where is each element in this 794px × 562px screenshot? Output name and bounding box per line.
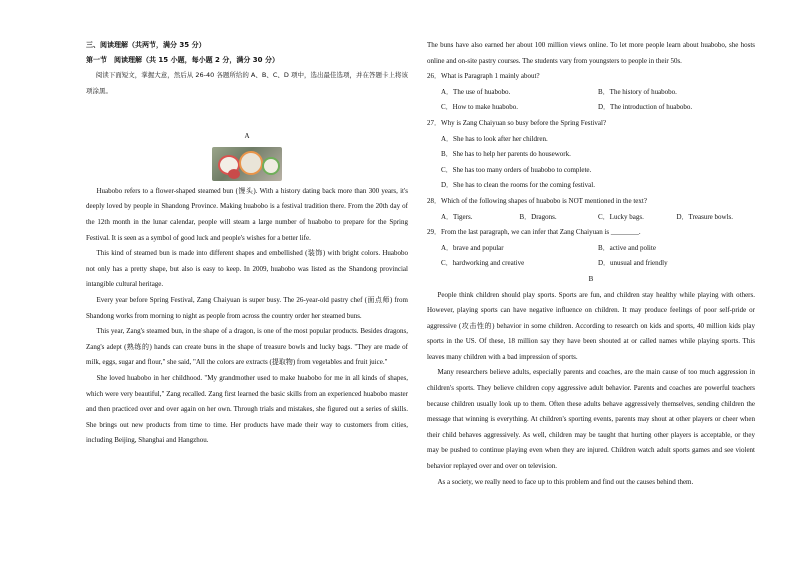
- question-28: 28．Which of the following shapes of huabobo is NOT mentioned in the text?: [427, 196, 647, 205]
- right-column: [427, 38, 755, 490]
- passage-b-paragraph-1: People think children should play sports. Sports are fun, and children stay healthy while playing with others. However, playing sports can have negative influence on children. It may produce feelings of poor self-pride or aggressive (攻击性的) behavior in some children. According to research on kids and sports, 40 million kids play sports in the US. Of these, 18 million say they have been shouted at or called names while playing sports. This leaves many children with a bad impression of sports.: [427, 290, 755, 361]
- option: D．Treasure bowls.: [676, 212, 734, 221]
- option: A．brave and popular: [441, 243, 504, 252]
- passage-a-label: A: [244, 132, 250, 141]
- option: D．unusual and friendly: [598, 259, 668, 268]
- section-title: 三、阅读理解（共两节，满分 35 分）: [86, 41, 206, 49]
- option: D．The introduction of huabobo.: [598, 103, 693, 112]
- option: C．Lucky bags.: [598, 212, 644, 221]
- question-29: 29．From the last paragraph, we can infer that Zang Chaiyuan is ________.: [427, 228, 641, 237]
- option: A．The use of huabobo.: [441, 87, 511, 96]
- passage-a-paragraph-5: She loved huabobo in her childhood. "My grandmother used to make huabobo for me in all kinds of shapes, which were very beautiful," Zang recalled. Zang first learned the basic skills from an experienced huabobo master and then practiced over and over again on her own. Through trials and mistakes, she figured out a series of skills. She brings out new products from time to time. Her products have made their way to customers from cities, including Beijing, Shanghai and Hangzhou.: [86, 373, 408, 445]
- option: A．Tigers.: [441, 212, 473, 221]
- passage-a-paragraph-1: Huabobo refers to a flower-shaped steamed bun (馒头). With a history dating back more than 300 years, it's deeply loved by people in Shandong Province. Making huabobo is a festival tradition there. From the 20th day of the 12th month in the lunar calendar, people will steam a large number of huabobo to prepare for the Spring Festival. It is seen as a symbol of good luck and people's wishes for a better life.: [86, 186, 408, 242]
- option: C．How to make huabobo.: [441, 103, 518, 112]
- question-27-options: [441, 132, 755, 194]
- passage-b-paragraph-3: As a society, we really need to face up to this problem and find out the causes behind them.: [437, 477, 694, 486]
- passage-a-paragraph-6: The buns have also earned her about 100 million views online. To let more people learn about huabobo, she hosts online and on-site pastry courses. The students vary from youngsters to people in their 50s.: [427, 41, 755, 65]
- option: B．active and polite: [598, 243, 656, 252]
- option: B．The history of huabobo.: [598, 87, 677, 96]
- question-29-options: [441, 241, 755, 272]
- option: A．She has to look after her children.: [441, 134, 548, 143]
- passage-b-label: B: [588, 274, 594, 283]
- instructions: 阅读下面短文，掌握大意，然后从 26-40 各题所给的 A、B、C、D 项中，选出最佳选项，并在答题卡上将该项涂黑。: [86, 71, 408, 95]
- passage-a-paragraph-4: This year, Zang's steamed bun, in the shape of a dragon, is one of the most popular products. Besides dragons, Zang's adept (熟练的) hands can create buns in the shape of treasure bowls and lucky bags. "They are made of milk, eggs, sugar and flour," she said, "All the colors are extracts (提取物) from vegetables and fruit juice.": [86, 327, 408, 367]
- steamed-buns-photo: [212, 147, 282, 181]
- question-26: 26．What is Paragraph 1 mainly about?: [427, 72, 540, 81]
- question-27: 27．Why is Zang Chaiyuan so busy before the Spring Festival?: [427, 118, 607, 127]
- option: B．Dragons.: [519, 212, 557, 221]
- subsection-title: 第一节 阅读理解（共 15 小题，每小题 2 分，满分 30 分）: [86, 56, 279, 64]
- question-28-options: [441, 210, 755, 226]
- option: B．She has to help her parents do housework.: [441, 150, 571, 159]
- passage-b-paragraph-2: Many researchers believe adults, especially parents and coaches, are the main cause of too much aggression in children's sports. They believe children copy aggressive adult behavior. Parents and coaches are powerful teachers because children usually look up to them. Often these adults behave aggressively themselves, sending children the message that winning is everything. At children's sporting events, parents may shout at other players or cheer when their child behaves aggressively. As well, children may be taught that hurting other players is acceptable, or they may be pushed to continue playing even when they are injured. Children watch adult sports games and see violent behavior replayed over and over on television.: [427, 368, 755, 471]
- option: C．She has too many orders of huabobo to complete.: [441, 165, 592, 174]
- option: C．hardworking and creative: [441, 259, 525, 268]
- left-column: [86, 38, 408, 449]
- passage-a-paragraph-3: Every year before Spring Festival, Zang Chaiyuan is super busy. The 26-year-old pastry chef (面点师) from Shandong works from morning to night as people from across the country order her steamed buns.: [86, 295, 408, 320]
- question-26-options: [441, 85, 755, 116]
- passage-a-paragraph-2: This kind of steamed bun is made into different shapes and embellished (装饰) with bright colors. Huabobo not only has a pretty shape, but also is easy to keep. In 2009, huabobo was listed as the Shandong provincial intangible cultural heritage.: [86, 249, 408, 289]
- option: D．She has to clean the rooms for the coming festival.: [441, 181, 595, 190]
